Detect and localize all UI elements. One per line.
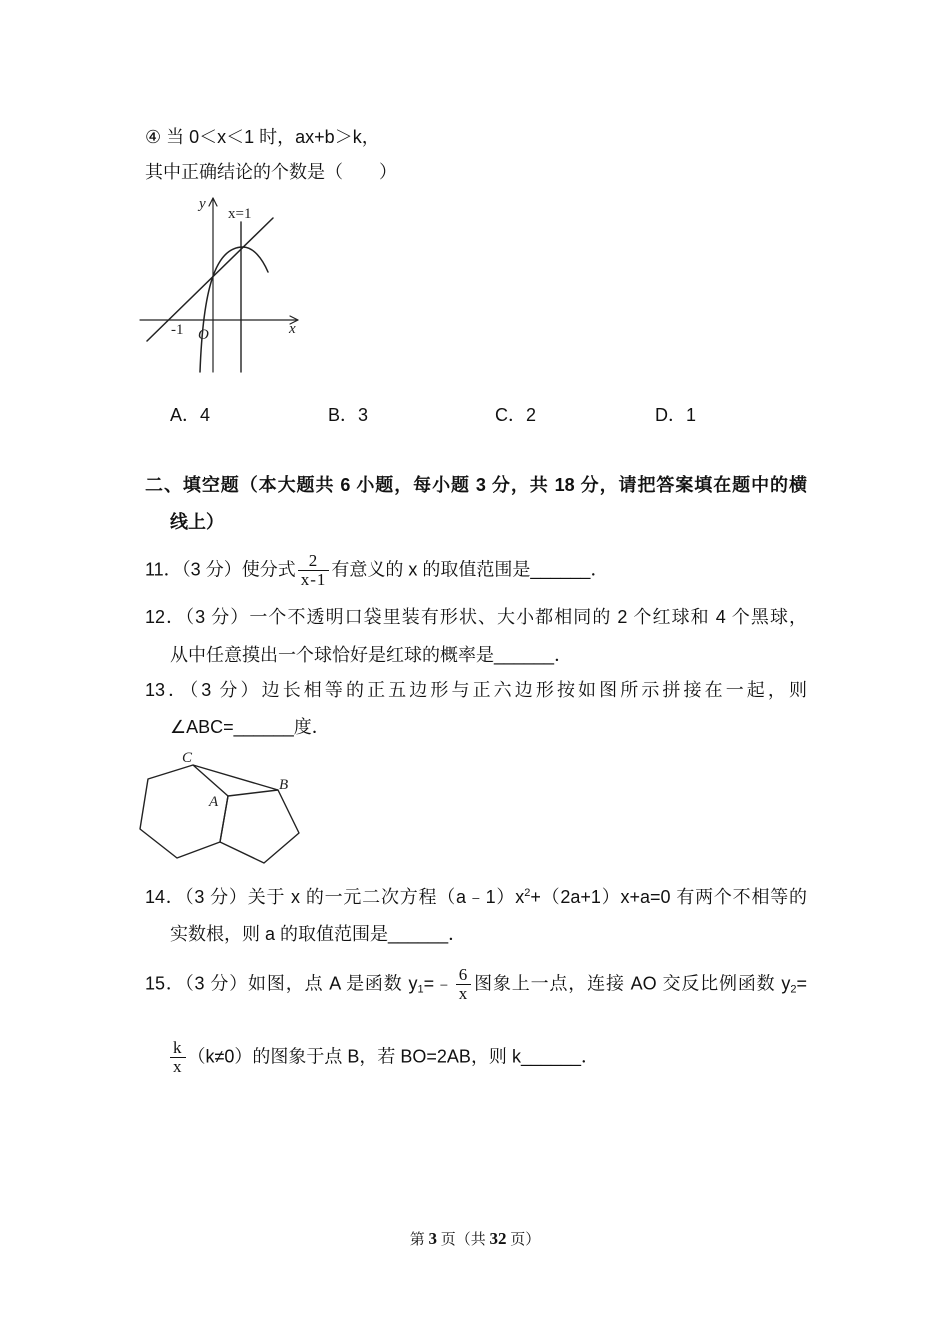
q15-y1-subscript: 1	[417, 983, 424, 996]
q13-line-2: ∠ABC=______度．	[170, 717, 330, 737]
regular-hexagon	[140, 765, 228, 858]
q15-text-4: =	[796, 973, 807, 994]
q10-prompt: 其中正确结论的个数是（ ）	[145, 162, 397, 182]
graph-y-axis-label: y	[199, 196, 206, 212]
q13-line-1: 13．（3 分）边长相等的正五边形与正六边形按如图所示拼接在一起，则	[145, 680, 807, 700]
graph-neg-one-label: -1	[171, 322, 184, 338]
q11-fraction-numerator: 2	[298, 552, 330, 571]
footer-suffix: 页）	[506, 1232, 541, 1248]
q15-y2-subscript: 2	[790, 983, 797, 996]
regular-pentagon	[220, 790, 299, 863]
q14-text-before-exponent: 14．（3 分）关于 x 的一元二次方程（a﹣1）x	[145, 887, 525, 907]
q15-fraction-2	[170, 1039, 186, 1076]
q14-line-1	[145, 885, 807, 909]
q15-line-2-text: （k≠0）的图象于点 B，若 BO=2AB，则 k______．	[187, 1046, 600, 1067]
q15-line-1	[145, 966, 807, 1003]
graph-vertical-line-label: x=1	[228, 206, 252, 222]
q15-text-2: =﹣	[423, 973, 454, 994]
q15-fraction-2-denominator: x	[173, 1057, 183, 1076]
footer-prefix: 第	[409, 1232, 429, 1248]
q14-exponent: 2	[524, 887, 531, 899]
point-c-label: C	[182, 750, 193, 766]
point-b-label: B	[279, 777, 289, 793]
q15-fraction-1-denominator: x	[458, 984, 469, 1003]
graph-straight-line	[147, 218, 273, 341]
section-2-heading-line-2: 线上）	[170, 512, 224, 532]
footer-middle: 页（共	[436, 1232, 490, 1248]
q11-fraction-denominator: x-1	[300, 570, 327, 589]
option-a: A．4	[170, 405, 211, 425]
q11-line	[145, 552, 608, 589]
q12-line-2: 从中任意摸出一个球恰好是红球的概率是______．	[170, 645, 573, 665]
q15-fraction-1	[456, 966, 472, 1003]
q15-text-3: 图象上一点，连接 AO 交反比例函数 y	[473, 973, 791, 994]
segment-cb	[193, 765, 278, 790]
q15-line-2	[168, 1039, 599, 1076]
q11-fraction	[298, 552, 330, 589]
q15-fraction-1-numerator: 6	[456, 966, 472, 985]
option-b: B．3	[328, 405, 369, 425]
polygon-lines	[140, 765, 299, 863]
q12-line-1: 12．（3 分）一个不透明口袋里装有形状、大小都相同的 2 个红球和 4 个黑球，	[145, 607, 807, 627]
footer-page-number: 3	[428, 1229, 437, 1248]
q11-text-after: 有意义的 x 的取值范围是______．	[331, 559, 609, 580]
footer-total-pages: 32	[489, 1229, 507, 1248]
q10-statement-4: ④ 当 0＜x＜1 时，ax+b＞k，	[145, 127, 380, 147]
option-c: C．2	[495, 405, 537, 425]
graph-x-axis-label: x	[289, 321, 296, 337]
q14-line-2: 实数根，则 a 的取值范围是______．	[170, 924, 467, 944]
q11-text-before: 11．（3 分）使分式	[145, 559, 296, 580]
q14-text-after-exponent: +（2a+1）x+a=0 有两个不相等的	[530, 887, 807, 907]
graph-origin-label: O	[198, 327, 209, 343]
q15-fraction-2-numerator: k	[170, 1039, 186, 1058]
graph-parabola	[200, 247, 268, 372]
q10-function-graph	[138, 193, 306, 375]
point-a-label: A	[209, 794, 219, 810]
option-d: D．1	[655, 405, 697, 425]
q13-polygon-figure	[135, 745, 305, 870]
page-footer	[0, 1229, 950, 1250]
section-2-heading-line-1: 二、填空题（本大题共 6 小题，每小题 3 分，共 18 分，请把答案填在题中的横	[145, 475, 807, 495]
graph-lines	[140, 198, 298, 372]
q15-text-1: 15．（3 分）如图，点 A 是函数 y	[145, 973, 418, 994]
